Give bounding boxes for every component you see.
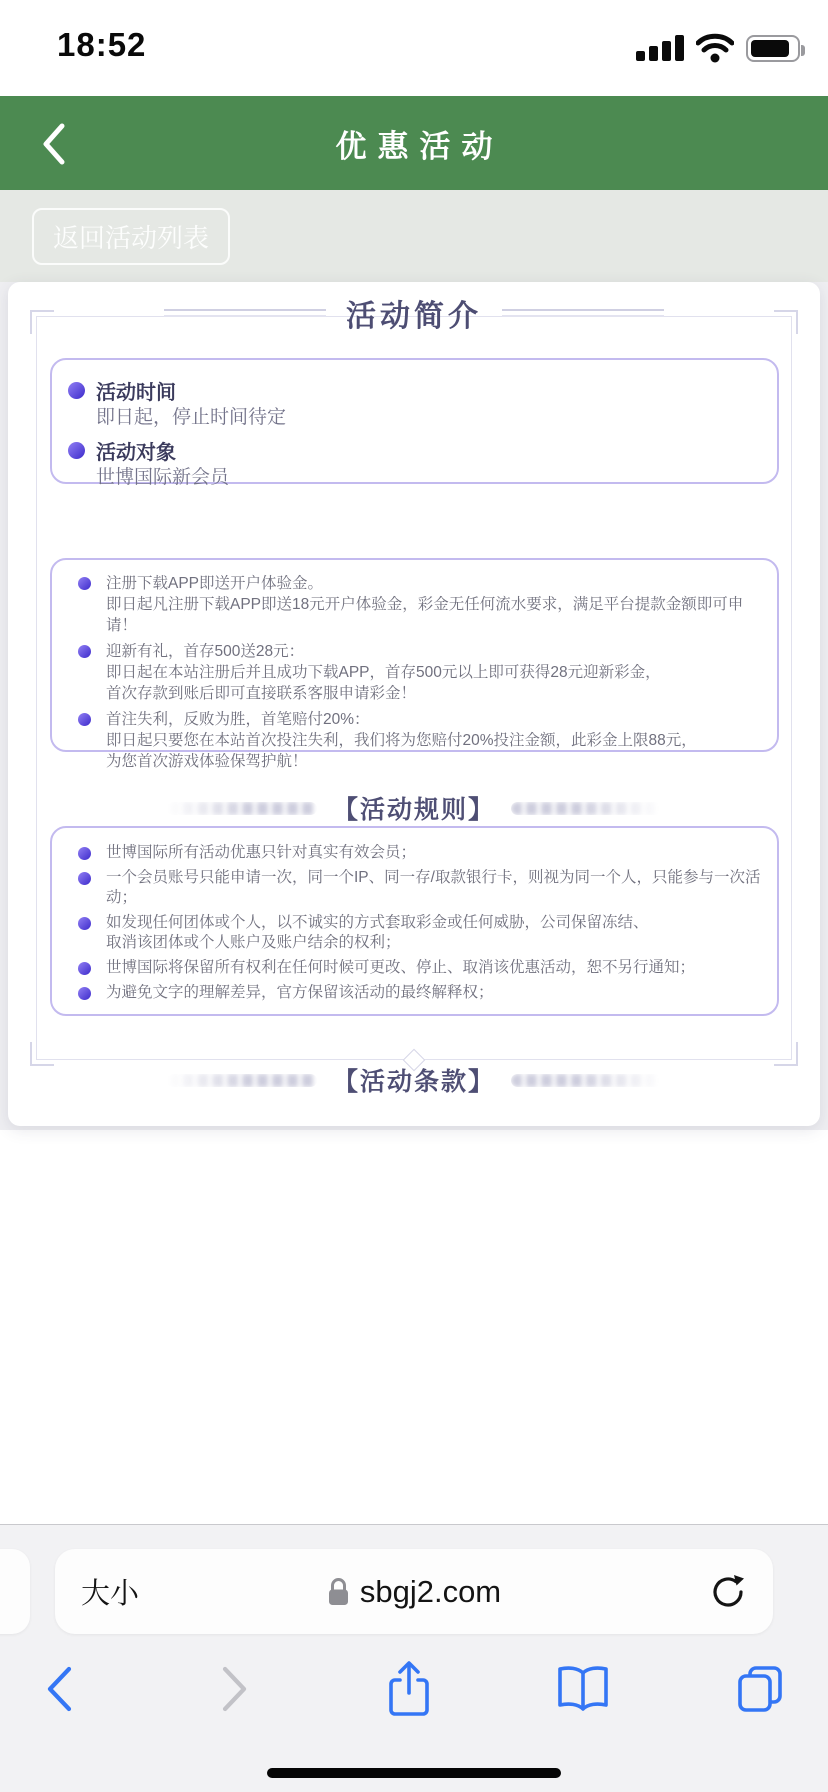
nav-header <box>0 96 828 190</box>
chevron-back-icon <box>45 1665 73 1713</box>
chain-decor-icon <box>167 802 317 815</box>
rule-lead: 首注失利，反败为胜，首笔赔付20%： <box>106 711 370 728</box>
home-indicator[interactable] <box>267 1768 561 1778</box>
terms-heading-row <box>8 1062 820 1098</box>
rules-heading-row <box>8 790 820 826</box>
rule-cont: 为您首次游戏体验保驾护航！ <box>106 753 308 770</box>
tabs-icon <box>735 1664 785 1714</box>
intro-label: 活动时间 <box>96 382 176 404</box>
battery-icon <box>746 35 800 62</box>
safari-toolbar <box>0 1650 828 1740</box>
lock-icon <box>327 1577 350 1607</box>
book-icon <box>556 1665 610 1713</box>
share-icon <box>385 1660 433 1718</box>
clock-label: 18:52 <box>57 26 147 63</box>
tabs-button[interactable] <box>725 1650 795 1728</box>
chain-decor-icon <box>511 802 661 815</box>
wifi-icon <box>696 33 734 63</box>
bullet-icon <box>78 645 91 658</box>
rule-item <box>68 641 761 704</box>
card-title: 活动简介 <box>346 300 482 333</box>
status-icons <box>636 28 800 68</box>
intro-item <box>68 437 757 490</box>
bookmarks-button[interactable] <box>548 1650 618 1728</box>
rule-cont: 即日起只要您在本站首次投注失利，我们将为您赔付20%投注金额，此彩金上限88元， <box>106 732 697 749</box>
rule-lead: 迎新有礼，首存500送28元： <box>106 643 305 660</box>
rule-cont: 即日起在本站注册后并且成功下载APP，首存500元以上即可获得28元迎新彩金， <box>106 664 661 681</box>
bullet-icon <box>78 987 91 1000</box>
return-to-list-button[interactable]: 返回活动列表 <box>32 208 230 265</box>
term-lead: 为避免文字的理解差异，官方保留该活动的最终解释权； <box>106 984 494 1001</box>
page-background <box>0 282 828 1130</box>
term-lead: 一个会员账号只能申请一次，同一个IP、同一存/取款银行卡，则视为同一个人，只能参与一次活动； <box>106 869 761 906</box>
rule-cont: 首次存款到账后即可直接联系客服申请彩金！ <box>106 685 417 702</box>
term-lead: 世博国际将保留所有权利在任何时候可更改、停止、取消该优惠活动，恕不另行通知； <box>106 959 696 976</box>
term-item <box>68 843 761 863</box>
term-item <box>68 958 761 978</box>
bullet-icon <box>78 962 91 975</box>
intro-label: 活动对象 <box>96 442 176 464</box>
bullet-icon <box>68 382 85 399</box>
bullet-icon <box>68 442 85 459</box>
bullet-icon <box>78 917 91 930</box>
status-bar <box>0 0 828 96</box>
address-bar[interactable] <box>55 1549 773 1634</box>
page-title: 优惠活动 <box>335 128 504 164</box>
page-size-button[interactable]: 大小 <box>81 1578 140 1610</box>
url-label: sbgj2.com <box>359 1573 502 1609</box>
rules-box <box>50 558 779 770</box>
reload-icon <box>708 1572 748 1612</box>
rule-cont: 即日起凡注册下载APP即送18元开户体验金，彩金无任何流水要求，满足平台提款金额即可申请！ <box>106 596 744 634</box>
bullet-icon <box>78 577 91 590</box>
adjacent-tab-stub[interactable] <box>0 1549 30 1634</box>
term-cont: 取消该团体或个人账户及账户结余的权利； <box>106 934 401 951</box>
intro-value: 世博国际新会员 <box>96 467 230 488</box>
browser-forward-button[interactable] <box>200 1650 270 1728</box>
cellular-signal-icon <box>636 35 684 61</box>
share-button[interactable] <box>374 1650 444 1728</box>
safari-bottom-bar <box>0 1524 828 1792</box>
intro-box <box>50 358 779 488</box>
promo-card <box>8 282 820 1126</box>
term-item <box>68 868 761 908</box>
intro-item <box>68 377 757 430</box>
card-title-row <box>8 292 820 334</box>
browser-back-button[interactable] <box>24 1650 94 1728</box>
terms-heading: 【活动条款】 <box>332 1068 495 1096</box>
sub-toolbar <box>0 190 828 282</box>
title-decor-line-right <box>502 309 664 317</box>
chevron-forward-icon <box>221 1665 249 1713</box>
rule-lead: 注册下载APP即送开户体验金。 <box>106 575 324 592</box>
intro-value: 即日起，停止时间待定 <box>96 407 287 428</box>
bullet-icon <box>78 713 91 726</box>
term-lead: 世博国际所有活动优惠只针对真实有效会员； <box>106 844 417 861</box>
term-item <box>68 913 761 953</box>
chain-decor-icon <box>511 1074 661 1087</box>
term-item <box>68 983 761 1003</box>
rule-item <box>68 709 761 772</box>
chain-decor-icon <box>167 1074 317 1087</box>
url-area <box>55 1549 773 1634</box>
rule-item <box>68 573 761 636</box>
rules-heading: 【活动规则】 <box>332 796 495 824</box>
title-decor-line-left <box>164 309 326 317</box>
bullet-icon <box>78 847 91 860</box>
reload-button[interactable] <box>703 1567 753 1617</box>
term-lead: 如发现任何团体或个人，以不诚实的方式套取彩金或任何威胁，公司保留冻结、 <box>106 914 649 931</box>
terms-box <box>50 826 779 1016</box>
bullet-icon <box>78 872 91 885</box>
